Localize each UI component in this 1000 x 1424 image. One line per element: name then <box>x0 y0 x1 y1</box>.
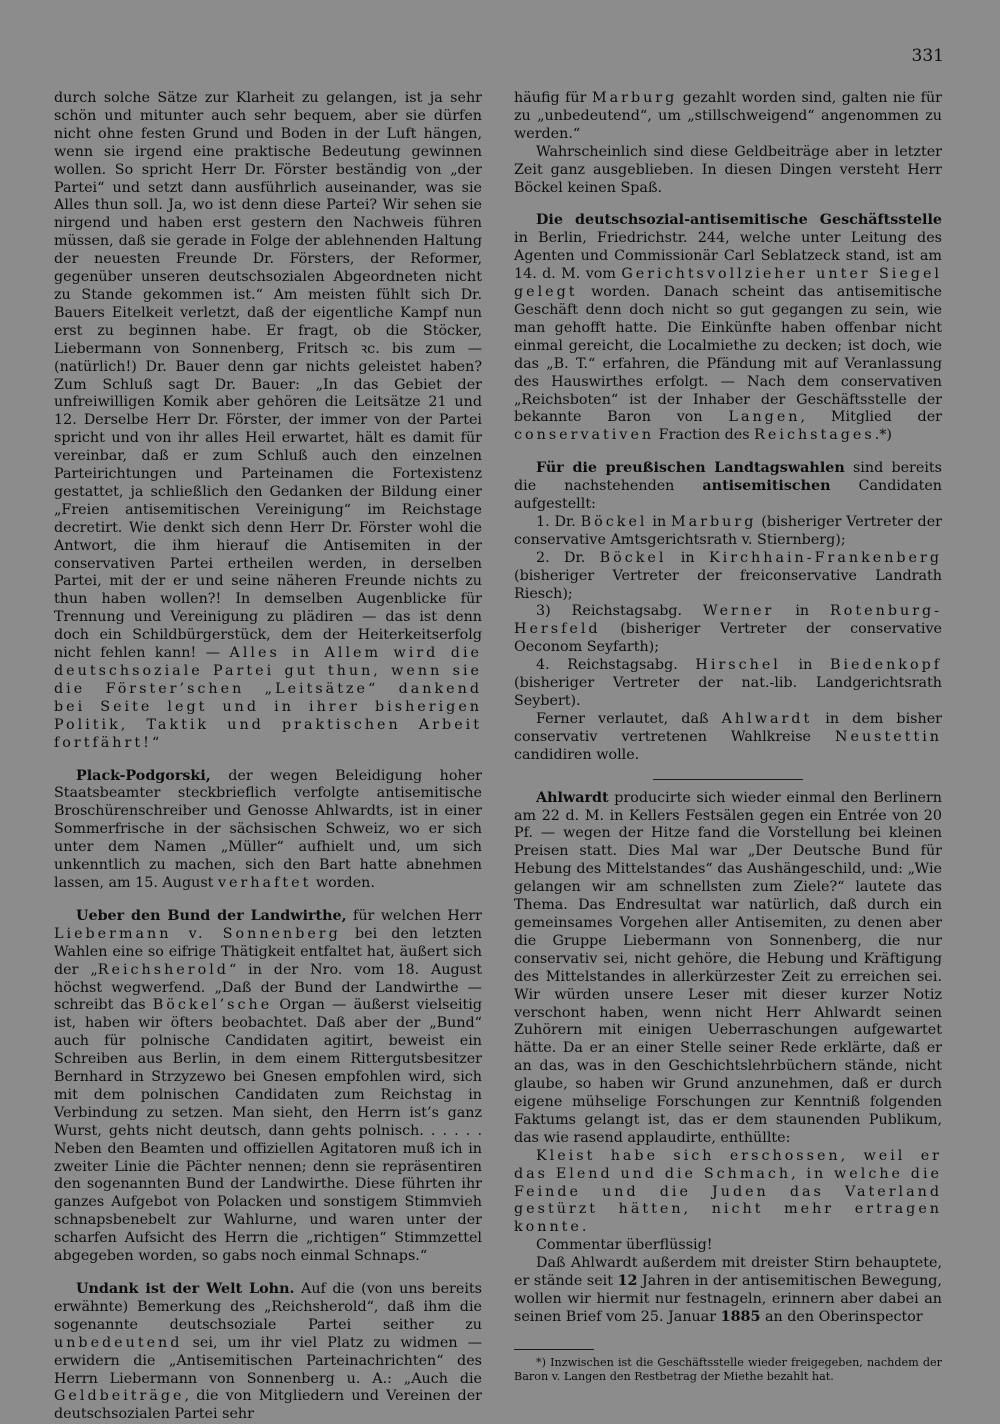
paragraph-text: (bisheriger Vertreter der conservative Amtsgerichtsrath v. Stiernberg); <box>514 513 942 548</box>
paragraph-text: “ in der Nro. vom 18. August höchst wegwerfend. „Daß der Bund der Landwirthe — schreibt das <box>54 961 482 1014</box>
footnote: *) Inzwischen ist die Geschäftsstelle wieder freigegeben, nachdem der Baron v. Langen den Restbetrag der Miethe bezahlt hat. <box>514 1355 942 1384</box>
spaced-name: Reichsherold <box>97 961 229 978</box>
paragraph-text: Organ — äußerst vielseitig ist, haben wir öfters beobachtet. Daß aber der „Bund“ auch für polnische Candidaten agitirt, beweist ein Schreiben aus Berlin, in dem einem Rittergutsbesitzer Bernhard in Strzyzewo bei Gnesen empfohlen wird, sich mit dem polnischen Candidaten zum Reichstag in Verbindung zu setzen. Man sieht, den Herrn ist’s ganz Wurst, gehts nicht deutsch, dann gehts polnisch. . . . . . Neben den Beamten und offiziellen Agitatoren muß ich in zweiter Linie die Pächter nennen; denn sie repräsentiren den sogenannten Bund der Landwirthe. Diese führten ihr ganzes Aufgebot von Polacken und sonstigem Stimmvieh schnapsbenebelt zur Wahlurne, und waren unter der scharfen Aufsicht des Herrn die „richtigen“ Stimmzettel abgegeben worden, so gabs noch einmal Schnaps.“ <box>54 997 482 1265</box>
spaced-name: Böckel’sche <box>152 997 273 1014</box>
paragraph-text: sind bereits die nachstehenden <box>514 460 943 495</box>
list-number: 1. <box>536 513 555 530</box>
spaced-word: verhaftet <box>217 874 312 891</box>
paragraph-text: Candidaten aufgestellt: <box>514 478 943 513</box>
paragraph: Wahrscheinlich sind diese Geldbeiträge aber in letzter Zeit ganz ausgeblieben. In diesen Dingen versteht Herr Böckel keinen Spaß. <box>514 143 942 196</box>
bold-number: 1885 <box>720 1308 761 1325</box>
paragraph-text: in <box>774 603 831 620</box>
section-heading: Ahlwardt <box>536 789 609 806</box>
paragraph-text: , die von Mitgliedern und Vereinen der deutschsozialen Partei sehr <box>54 1388 482 1423</box>
spaced-word: Reichstages <box>754 427 875 444</box>
paragraph <box>514 1255 942 1327</box>
paragraph-text: für welchen Herr <box>346 907 482 924</box>
paragraph-text: worden. <box>311 874 375 891</box>
paragraph-text: der wegen Beleidigung hoher Staatsbeamter steckbrieflich verfolgte antisemitische Broschürenschreiber und Genosse Ahlwardts, ist in einer Sommerfrische in der sächsischen Schweiz, wo er sich unter dem Namen „Müller“ aufhielt und, um sich unkenntlich zu machen, sich den Bart hatte abnehmen lassen, am 15. August <box>54 767 482 891</box>
candidate-item-3 <box>514 603 942 657</box>
paragraph-text: Jahren in der antisemitischen Bewegung, wollen wir hiermit nur festnageln, erinnern aber dabei an seinen Brief vom 25. Januar <box>514 1273 942 1325</box>
paragraph-text: , Mitglied der <box>800 409 942 426</box>
spaced-word: conservativen <box>514 427 655 444</box>
paragraph-text: Dr. <box>564 549 600 566</box>
paragraph-text: .*) <box>874 427 892 444</box>
spaced-quote: Alles in Allem wird die deutschsoziale Partei gut thun, wenn sie die Förster’schen „Leitsätze“ dankend bei Seite legt und in ihrer bisherigen Politik, Taktik und praktischen Arbeit fortfährt!“ <box>54 645 482 751</box>
paragraph-text: an den Oberinspector <box>760 1308 923 1325</box>
article-bund-der-landwirthe <box>54 908 482 1266</box>
section-divider <box>653 779 803 780</box>
candidate-item-1 <box>514 514 942 550</box>
bold-word: antisemitischen <box>702 478 831 495</box>
spaced-name: Hirschel <box>695 657 781 674</box>
quote-kleist: Kleist habe sich erschossen, weil er das Elend und die Schmach, in welche die Feinde und die Juden das Vaterland gestürzt hätten, nicht mehr ertragen konnte. <box>514 1147 942 1236</box>
spaced-name: Kirchhain-Frankenberg <box>708 549 942 566</box>
spaced-name: Biedenkopf <box>829 657 943 674</box>
paragraph-text: Ferner verlautet, daß <box>536 710 722 727</box>
spaced-name: Böckel <box>599 549 667 566</box>
paragraph-text: worden. Danach scheint das antisemitische Geschäft denn doch nicht so gut gegangen zu sein, wie man gehofft hatte. Die Einkünfte haben offenbar nicht einmal gereicht, die Localmiethe zu decken; ist doch, wie das „B. T.“ erfahren, die Pfändung mit auf Veranlassung des Hauswirthes erfolgt. — Nach dem conservativen „Reichsboten“ ist der Inhaber der Geschäftsstelle der bekannte Baron von <box>514 284 942 426</box>
paragraph-text: Fraction des <box>654 427 755 444</box>
section-heading: Für die preußischen Landtagswahlen <box>536 460 845 477</box>
paragraph-text: durch solche Sätze zur Klarheit zu gelangen, ist ja sehr schön und mitunter auch sehr bequem, aber sie dürfen nicht ohne festen Grund und Boden in der Luft hängen, wenn sie irgend eine praktische Bedeutung gewinnen wollen. So spricht Herr Dr. Förster beständig von „der Partei“ und setzt dann ausführlich auseinander, was sie Alles thun soll. Ja, wo ist denn diese Partei? Wir sehen sie nirgend und haben erst gestern den Nachweis führen müssen, daß sie gerade in Folge der ablehnenden Haltung der neuesten Freunde Dr. Försters, der Reformer, gegenüber unseren deutschsozialen Abgeordneten nicht zu Stande gekommen ist.“ Am meisten fühlt sich Dr. Bauers Eitelkeit verletzt, daß der eigentliche Kampf nun erst zu beginnen habe. Er fragt, ob die Stöcker, Liebermann von Sonnenberg, Fritsch ꝛc. bis zum — (natürlich!) Dr. Bauer denn gar nichts geleistet haben? Zum Schluß sagt Dr. Bauer: „In das Gebiet der unfreiwilligen Komik aber gehören die Leitsätze 21 und 12. Derselbe Herr Dr. Förster, der immer von der Partei spricht und von ihr alles Heil erwartet, hält es damit für vereinbar, daß er zum Schluß auch den einzelnen Parteirichtungen und Parteinamen die Fortexistenz gestattet, ja schließlich den Gedanken der Bildung einer „Freien antisemitischen Vereinigung“ im Reichstage decretirt. Wie denkt sich denn Herr Dr. Förster wohl die Antwort, die ihm hierauf die Antisemiten in der conservativen Partei ertheilen werden, in derselben Partei, mit der er und seine näheren Freunde nichts zu thun haben wollen?! In demselben Augenblicke für Trennung und Vereinigung zu plädiren — das ist denn doch ein Schildbürgerstück, dem der Heiterkeitserfolg nicht fehlen kann! — <box>54 90 482 662</box>
article-geschaeftsstelle <box>514 212 942 445</box>
list-number: 3) <box>536 603 572 620</box>
paragraph-text: Reichstagsabg. <box>571 603 704 620</box>
paragraph-text: in dem bisher conservativ vertretenen Wahlkreise <box>514 710 942 745</box>
paragraph-text: Daß Ahlwardt außerdem mit dreister Stirn behauptete, er stände seit <box>514 1255 942 1290</box>
article-ahlwardt <box>514 790 942 1148</box>
spaced-word: Geldbeiträge <box>54 1388 185 1405</box>
article-continuation <box>514 90 942 144</box>
paragraph-text: häufig für <box>514 90 592 106</box>
spaced-name: Werner <box>703 603 775 620</box>
spaced-phrase: Gerichtsvollzieher unter Siegel gelegt <box>514 266 942 301</box>
list-number: 2. <box>536 549 564 566</box>
paragraph-text: gezahlt worden sind, galten nie für zu „unbedeutend“, um „stillschweigend“ angenommen zu werden.“ <box>514 90 942 142</box>
paragraph-text: producirte sich wieder einmal den Berlinern am 22 d. M. in Kellers Festsälen gegen ein Entrée von 20 Pf. — wegen der Hitze fand die Vorstellung bei kleinen Preisen statt. Dies Mal war „Der Deutsche Bund für Hebung des Mittelstandes“ das Aushängeschild, und: „Wie gelangen wir am schnellsten zum Ziele?“ lautete das Thema. Das Endresultat war natürlich, daß durch ein gemeinsames Vorgehen aller Antisemiten, zu denen aber die Gruppe Liebermann von Sonnenberg, die nur conservativ sei, nicht gehöre, die Hebung und Kräftigung des Mittelstandes in allerkürzester Zeit zu erreichen sei. Wir würden unsere Leser mit dieser kurzer Notiz verschont haben, wenn nicht Herr Ahlwardt seinen Zuhörern mit einigen Ueberraschungen aufgewartet hätte. Da er an einer Stelle seiner Rede erklärte, daß er an das, was in den Geschichtslehrbüchern stände, nicht glaube, so haben wir Grund anzunehmen, daß er durch eigene mühselige Forschungen zur Kenntniß folgenden Faktums gelangt ist, das er dem staunenden Publikum, das wie rasend applaudirte, enthüllte: <box>514 789 942 1146</box>
paragraph-text: Reichstagsabg. <box>567 657 696 674</box>
paragraph-text: Dr. <box>554 513 581 530</box>
spaced-name: Böckel <box>580 513 648 530</box>
list-number: 4. <box>536 657 568 674</box>
section-heading: Plack-Podgorski, <box>76 767 211 784</box>
spaced-name: Langen <box>728 409 801 426</box>
comment: Commentar überflüssig! <box>536 1237 713 1254</box>
right-column <box>514 90 942 1385</box>
paragraph-text: candidiren wolle. <box>514 746 640 763</box>
page-number: 331 <box>911 46 944 66</box>
spaced-name: Rotenburg-Hersfeld <box>514 603 943 638</box>
candidate-item-2 <box>514 550 942 604</box>
bold-number: 12 <box>617 1273 638 1290</box>
footnote-divider <box>514 1349 594 1350</box>
article-landtagswahlen <box>514 460 942 514</box>
paragraph-text: (bisheriger Vertreter der conservative Oeconom Seyfarth); <box>514 621 942 656</box>
spaced-name: Liebermann v. Sonnenberg <box>54 925 341 942</box>
spaced-name: Neustettin <box>835 728 942 745</box>
paragraph-text: sei, um ihr viel Platz zu widmen — erwidern die „Antisemitischen Parteinachrichten“ des Herrn Liebermann von Sonnenberg u. A.: „Auch die <box>54 1334 482 1387</box>
left-column <box>54 90 482 1424</box>
section-heading: Undank ist der Welt Lohn. <box>76 1281 295 1297</box>
paragraph-text: in <box>666 549 709 566</box>
paragraph-text: Auf die (von uns bereits erwähnte) Bemerkung des „Reichsherold“, daß ihm die sogenannte deutschsoziale Partei seither zu <box>54 1281 482 1333</box>
candidate-item-4 <box>514 657 942 711</box>
paragraph-text: (bisheriger Vertreter der freiconservative Landrath Riesch); <box>514 567 942 602</box>
paragraph <box>514 711 942 765</box>
paragraph-text: bei den letzten Wahlen eine so eifrige Thätigkeit entfaltet hat, äußert sich der „ <box>54 925 482 978</box>
article-undank <box>54 1281 482 1424</box>
spaced-name: Marburg <box>591 90 678 106</box>
article-continuation <box>54 90 482 753</box>
spaced-name: Marburg <box>671 513 757 530</box>
section-heading: Ueber den Bund der Landwirthe, <box>76 907 347 924</box>
paragraph-text: in <box>780 657 830 674</box>
article-plack-podgorski <box>54 768 482 893</box>
paragraph-text: (bisheriger Vertreter der nat.-lib. Landgerichtsrath Seybert). <box>514 675 942 709</box>
spaced-name: Ahlwardt <box>721 710 813 727</box>
spaced-word: unbedeutend <box>54 1334 183 1351</box>
paragraph-text: in <box>647 513 672 530</box>
section-heading: Die deutschsozial-antisemitische Geschäftsstelle <box>536 212 942 229</box>
paragraph-text: in Berlin, Friedrichstr. 244, welche unter Leitung des Agenten und Commissionär Carl Seblatzeck stand, ist am 14. d. M. vom <box>514 230 942 283</box>
